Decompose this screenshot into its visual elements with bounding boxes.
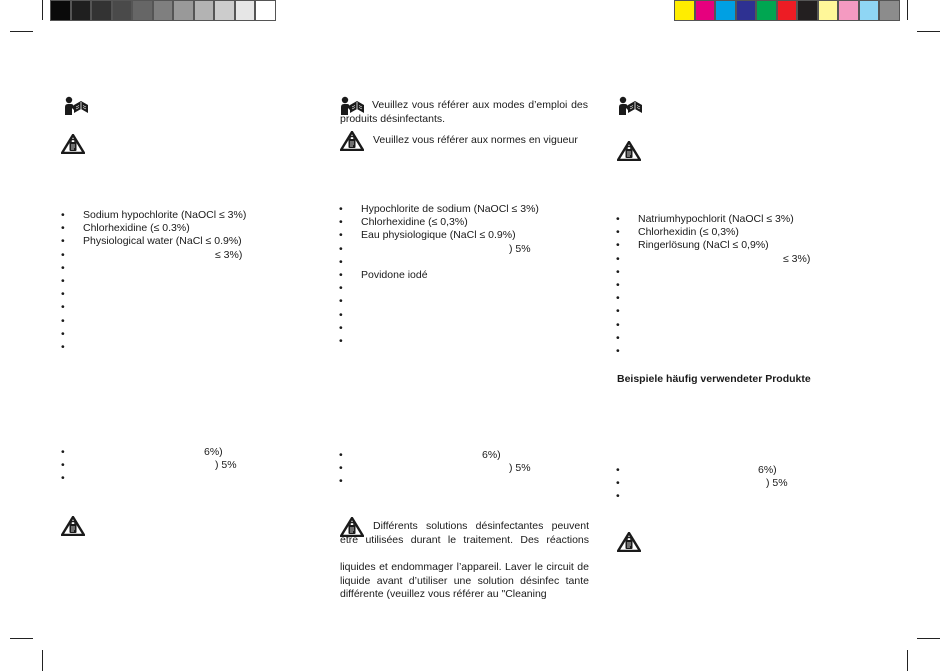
list-item: •	[61, 340, 65, 353]
list-item: • 6%)	[616, 464, 777, 476]
gray-swatch	[91, 0, 112, 21]
warning-paragraph: Différents solutions désinfectantes peuvent être utilisées durant le traitement. Des réactions	[340, 520, 589, 546]
disinfectant-list	[61, 209, 291, 354]
list-item: •	[61, 301, 65, 314]
list-item: • ) 5%	[339, 462, 531, 475]
gray-swatch	[153, 0, 174, 21]
list-item: •	[339, 282, 343, 295]
gray-swatch	[112, 0, 133, 21]
caution-icon	[61, 134, 85, 154]
list-item: • ≤ 3%)	[61, 248, 243, 261]
color-swatch	[838, 0, 859, 21]
caution-icon	[617, 141, 641, 161]
list-item: • 6%)	[339, 449, 501, 461]
color-swatch	[674, 0, 695, 21]
color-swatch	[777, 0, 798, 21]
crop-mark	[10, 31, 33, 32]
gray-swatch	[194, 0, 215, 21]
crop-mark	[917, 31, 940, 32]
list-item: • ) 5%	[61, 459, 237, 472]
norms-instruction-text: Veuillez vous référer aux normes en vigueur	[373, 134, 578, 146]
crop-mark	[10, 638, 33, 639]
list-item: • Chlorhexidin (≤ 0,3%)	[616, 226, 739, 239]
list-item: • Physiological water (NaCl ≤ 0.9%)	[61, 235, 242, 248]
list-item: • 6%)	[61, 446, 223, 458]
crop-mark	[42, 0, 43, 20]
list-item: • Chlorhexidine (≤ 0,3%)	[339, 216, 468, 229]
crop-mark	[907, 0, 908, 20]
list-item: •	[616, 278, 620, 291]
crop-mark	[917, 638, 940, 639]
color-swatch	[715, 0, 736, 21]
example-products-list	[616, 464, 846, 504]
color-swatch	[736, 0, 757, 21]
list-item: •	[616, 318, 620, 331]
list-item: • Chlorhexidine (≤ 0.3%)	[61, 222, 190, 235]
gray-swatch	[132, 0, 153, 21]
caution-icon	[617, 532, 641, 552]
list-item: •	[61, 274, 65, 287]
read-manual-icon	[617, 96, 643, 116]
caution-icon	[61, 516, 85, 536]
list-item: •	[61, 261, 65, 274]
list-item: •	[616, 331, 620, 344]
list-item: •	[339, 255, 343, 268]
color-swatch	[756, 0, 777, 21]
list-item: •	[61, 314, 65, 327]
gray-swatch	[255, 0, 276, 21]
list-item: •	[61, 327, 65, 340]
disinfectant-list	[339, 203, 589, 348]
list-item: •	[339, 334, 343, 347]
list-item: •	[339, 308, 343, 321]
list-item: • Ringerlösung (NaCl ≤ 0,9%)	[616, 239, 769, 252]
list-item: •	[616, 490, 620, 503]
list-item: • ≤ 3%)	[616, 252, 811, 265]
gray-swatch	[214, 0, 235, 21]
list-item: •	[339, 295, 343, 308]
examples-heading: Beispiele häufig verwendeter Produkte	[617, 373, 811, 385]
list-item: • Povidone iodé	[339, 268, 428, 281]
list-item: •	[339, 321, 343, 334]
list-item: •	[616, 305, 620, 318]
list-item: • Eau physiologique (NaCl ≤ 0.9%)	[339, 229, 516, 242]
warning-paragraph: liquides et endommager l’appareil. Laver le circuit de liquide avant d’utiliser une solution désinfec tante différente (veuillez vous référer au "Cleaning	[340, 561, 589, 600]
read-manual-icon	[63, 96, 89, 116]
list-item: •	[61, 288, 65, 301]
list-item: • Sodium hypochlorite (NaOCl ≤ 3%)	[61, 209, 247, 221]
color-swatch	[859, 0, 880, 21]
list-item: • Hypochlorite de sodium (NaOCl ≤ 3%)	[339, 203, 539, 215]
list-item: •	[339, 475, 343, 488]
example-products-list	[61, 446, 291, 486]
gray-swatch	[173, 0, 194, 21]
color-swatch	[695, 0, 716, 21]
grayscale-calibration-bar	[50, 0, 276, 21]
color-swatch	[797, 0, 818, 21]
list-item: •	[616, 292, 620, 305]
color-calibration-bar	[674, 0, 900, 21]
list-item: •	[616, 265, 620, 278]
list-item: •	[616, 344, 620, 357]
caution-icon	[340, 131, 364, 151]
crop-mark	[42, 650, 43, 671]
color-swatch	[818, 0, 839, 21]
list-item: •	[61, 472, 65, 485]
list-item: • Natriumhypochlorit (NaOCl ≤ 3%)	[616, 213, 794, 225]
list-item: • ) 5%	[616, 477, 788, 490]
color-swatch	[879, 0, 900, 21]
manual-instruction-text: Veuillez vous référer aux modes d’emploi des produits désinfectants.	[340, 99, 588, 125]
list-item: • ) 5%	[339, 242, 531, 255]
disinfectant-list	[616, 213, 846, 358]
example-products-list	[339, 449, 589, 489]
gray-swatch	[71, 0, 92, 21]
gray-swatch	[50, 0, 71, 21]
crop-mark	[907, 650, 908, 671]
gray-swatch	[235, 0, 256, 21]
